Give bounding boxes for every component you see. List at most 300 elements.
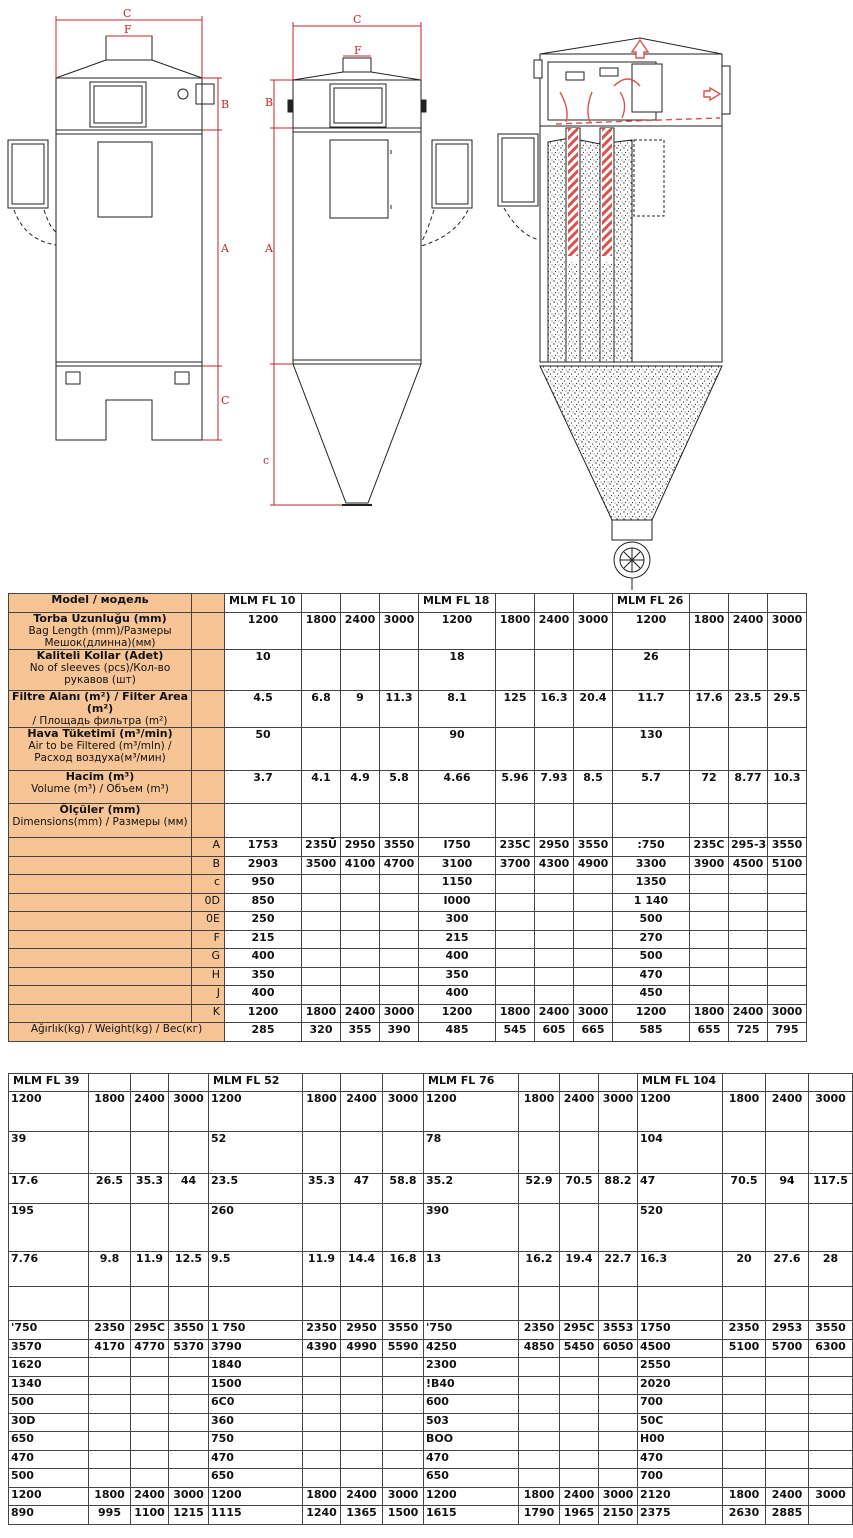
- dimension-value: [574, 875, 613, 894]
- spec-value: [302, 650, 341, 691]
- dimension-value: 4700: [380, 856, 419, 875]
- spec-value: 130: [613, 728, 690, 771]
- spec-value: [723, 1376, 766, 1395]
- spec-row: [9, 1252, 853, 1287]
- dimension-value: 450: [613, 986, 690, 1005]
- spec-value: [723, 1204, 766, 1252]
- spec-value: [638, 1287, 723, 1321]
- dim-label-b-1: B: [221, 98, 230, 111]
- spec-value: [341, 1432, 383, 1451]
- spec-value: [519, 1469, 560, 1488]
- spec-value: 2400: [341, 1092, 383, 1132]
- spec-value: [383, 1395, 424, 1414]
- spec-value: 1200: [225, 613, 302, 650]
- spec-value: [574, 728, 613, 771]
- dimension-value: 1350: [613, 875, 690, 894]
- spec-value: 11.7: [613, 691, 690, 728]
- spec-value: [766, 1395, 809, 1414]
- spec-value: 29.5: [768, 691, 807, 728]
- spec-value: 2400: [131, 1487, 169, 1506]
- dimension-value: [380, 967, 419, 986]
- spec-value: 3000: [383, 1092, 424, 1132]
- spec-value: 2400: [729, 613, 768, 650]
- spec-value: 26.5: [89, 1174, 131, 1204]
- spec-value: 3.7: [225, 771, 302, 804]
- spec-value: 4250: [424, 1339, 519, 1358]
- spec-value: [424, 1287, 519, 1321]
- spec-value: 1200: [424, 1092, 519, 1132]
- spec-value: [519, 1376, 560, 1395]
- spec-value: 3000: [169, 1092, 209, 1132]
- dimension-key: c: [192, 875, 225, 894]
- spec-value: [809, 1376, 853, 1395]
- spec-value: [729, 728, 768, 771]
- spec-value: [380, 650, 419, 691]
- spec-value: 1100: [131, 1506, 169, 1525]
- spec-value: 890: [9, 1506, 89, 1525]
- dimension-key: H: [192, 967, 225, 986]
- spec-value: [225, 804, 302, 838]
- spec-value: [380, 728, 419, 771]
- spec-value: 2400: [560, 1487, 599, 1506]
- spec-value: 500: [9, 1469, 89, 1488]
- spec-row: [9, 1450, 853, 1469]
- spec-value: 2400: [341, 613, 380, 650]
- dimension-value: 235C: [690, 838, 729, 857]
- spec-value: [723, 1450, 766, 1469]
- dimension-value: [574, 930, 613, 949]
- spec-value: [809, 1132, 853, 1174]
- spec-value: [302, 804, 341, 838]
- dimension-value: 3300: [613, 856, 690, 875]
- dimension-value: [496, 986, 535, 1005]
- dimension-value: 3100: [419, 856, 496, 875]
- dimension-value: 1200: [225, 1004, 302, 1023]
- spec-value: 88.2: [599, 1174, 638, 1204]
- spec-value: 1200: [424, 1487, 519, 1506]
- spec-value: [599, 1450, 638, 1469]
- spec-value: 3000: [809, 1092, 853, 1132]
- spec-value: 650: [424, 1469, 519, 1488]
- spec-value: [809, 1287, 853, 1321]
- spec-value: [519, 1287, 560, 1321]
- dimension-value: 4100: [341, 856, 380, 875]
- spec-value: 6.8: [302, 691, 341, 728]
- spec-value: [766, 1204, 809, 1252]
- spec-value: 2020: [638, 1376, 723, 1395]
- spec-value: !B40: [424, 1376, 519, 1395]
- spec-value: [766, 1432, 809, 1451]
- spec-value: 7.76: [9, 1252, 89, 1287]
- spec-value: [723, 1469, 766, 1488]
- spec-value: 22.7: [599, 1252, 638, 1287]
- spec-row: [9, 1092, 853, 1132]
- spec-value: [723, 1358, 766, 1377]
- spec-row: [9, 1358, 853, 1377]
- spec-value: 47: [341, 1174, 383, 1204]
- spec-value: 1800: [89, 1092, 131, 1132]
- spec-value: [574, 650, 613, 691]
- spec-value: [690, 804, 729, 838]
- spec-row: [9, 1395, 853, 1414]
- spec-value: [768, 650, 807, 691]
- spec-value: '750: [424, 1321, 519, 1340]
- spec-value: 1840: [209, 1358, 303, 1377]
- spec-value: 1240: [303, 1506, 341, 1525]
- spec-value: 1620: [9, 1358, 89, 1377]
- dimension-value: [380, 875, 419, 894]
- spec-value: 2953: [766, 1321, 809, 1340]
- dimension-value: [690, 949, 729, 968]
- dimension-row: [9, 930, 807, 949]
- dimension-value: 500: [613, 949, 690, 968]
- spec-value: 1340: [9, 1376, 89, 1395]
- spec-row: [9, 691, 807, 728]
- dimension-value: 2950: [341, 838, 380, 857]
- spec-value: 1215: [169, 1506, 209, 1525]
- spec-value: 1115: [209, 1506, 303, 1525]
- spec-value: 26: [613, 650, 690, 691]
- spec-row: [9, 1132, 853, 1174]
- dimension-value: 1753: [225, 838, 302, 857]
- spec-value: 7.93: [535, 771, 574, 804]
- spec-value: [303, 1395, 341, 1414]
- spec-label: Torba Uzunluğu (mm) Bag Length (mm)/Размеры Мешок(длинна)(мм): [9, 613, 192, 650]
- dimension-value: 2950: [535, 838, 574, 857]
- spec-value: 1200: [209, 1092, 303, 1132]
- spec-value: 1200: [9, 1092, 89, 1132]
- dim-label-b-2: B: [265, 96, 274, 109]
- spec-row: [9, 613, 807, 650]
- spec-value: 470: [638, 1450, 723, 1469]
- spec-value: [723, 1432, 766, 1451]
- dimension-key: B: [192, 856, 225, 875]
- dimension-value: 2400: [535, 1004, 574, 1023]
- spec-value: 17.6: [9, 1174, 89, 1204]
- spec-value: 3000: [169, 1487, 209, 1506]
- dimension-value: [380, 949, 419, 968]
- spec-value: [131, 1395, 169, 1414]
- spec-value: [131, 1376, 169, 1395]
- dim-label-c-top-1: C: [123, 7, 132, 20]
- spec-label: Ölçüler (mm) Dimensions(mm) / Размеры (мм): [9, 804, 192, 838]
- spec-value: 35.3: [303, 1174, 341, 1204]
- dimension-value: [768, 893, 807, 912]
- spec-value: [303, 1287, 341, 1321]
- dimension-value: [729, 875, 768, 894]
- dim-label-f-2: F: [354, 44, 362, 57]
- dimension-value: 4300: [535, 856, 574, 875]
- spec-value: 4770: [131, 1339, 169, 1358]
- dimension-value: [768, 912, 807, 931]
- dimension-value: [302, 949, 341, 968]
- spec-value: 700: [638, 1395, 723, 1414]
- spec-row: [9, 1174, 853, 1204]
- dimension-value: [729, 949, 768, 968]
- spec-value: [496, 650, 535, 691]
- dimension-key: F: [192, 930, 225, 949]
- dimension-value: [302, 930, 341, 949]
- spec-value: 16.8: [383, 1252, 424, 1287]
- dimension-value: [341, 893, 380, 912]
- spec-value: 1200: [419, 613, 496, 650]
- spec-value: 3000: [380, 613, 419, 650]
- spec-value: 390: [424, 1204, 519, 1252]
- spec-value: [9, 1287, 89, 1321]
- spec-value: [809, 1395, 853, 1414]
- spec-value: [341, 650, 380, 691]
- spec-value: [535, 728, 574, 771]
- spec-value: 5.8: [380, 771, 419, 804]
- dimension-value: 4500: [729, 856, 768, 875]
- spec-value: 1615: [424, 1506, 519, 1525]
- dimension-value: [729, 893, 768, 912]
- spec-value: 750: [209, 1432, 303, 1451]
- spec-value: 14.4: [341, 1252, 383, 1287]
- spec-value: [169, 1469, 209, 1488]
- dimension-value: [768, 986, 807, 1005]
- spec-value: [496, 804, 535, 838]
- spec-row: [9, 1413, 853, 1432]
- dimension-value: [302, 986, 341, 1005]
- dimension-value: 215: [419, 930, 496, 949]
- spec-value: 18: [419, 650, 496, 691]
- spec-value: 503: [424, 1413, 519, 1432]
- spec-value: 4.5: [225, 691, 302, 728]
- spec-value: 1800: [89, 1487, 131, 1506]
- spec-value: 3000: [574, 613, 613, 650]
- spec-row: [9, 771, 807, 804]
- dimension-value: 5100: [768, 856, 807, 875]
- dimension-value: 300: [419, 912, 496, 931]
- spec-value: [341, 1469, 383, 1488]
- spec-value: 2400: [131, 1092, 169, 1132]
- model-name: MLM FL 18: [419, 594, 496, 613]
- spec-value: [690, 728, 729, 771]
- spec-value: 17.6: [690, 691, 729, 728]
- dimension-key: A: [192, 838, 225, 857]
- dimension-value: [302, 967, 341, 986]
- spec-row: [9, 1204, 853, 1252]
- spec-value: 70.5: [560, 1174, 599, 1204]
- spec-value: 13: [424, 1252, 519, 1287]
- dimension-value: 2903: [225, 856, 302, 875]
- spec-value: 10: [225, 650, 302, 691]
- dimension-value: 270: [613, 930, 690, 949]
- spec-value: [303, 1432, 341, 1451]
- spec-label: Filtre Alanı (m²) / Filter Area (m²) / Площадь фильтра (m²): [9, 691, 192, 728]
- model-name: MLM FL 26: [613, 594, 690, 613]
- spec-value: 11.3: [380, 691, 419, 728]
- spec-value: [169, 1413, 209, 1432]
- spec-value: 50: [225, 728, 302, 771]
- spec-value: [89, 1469, 131, 1488]
- dimension-row: [9, 856, 807, 875]
- dimension-row: [9, 949, 807, 968]
- spec-value: [131, 1358, 169, 1377]
- spec-table-2: [8, 1073, 853, 1525]
- dimension-value: :750: [613, 838, 690, 857]
- spec-value: 3550: [169, 1321, 209, 1340]
- spec-value: [613, 804, 690, 838]
- spec-value: [131, 1413, 169, 1432]
- dimension-key: J: [192, 986, 225, 1005]
- spec-value: 3000: [599, 1092, 638, 1132]
- spec-row: [9, 1339, 853, 1358]
- dimension-value: 400: [419, 949, 496, 968]
- dimension-row: [9, 1004, 807, 1023]
- spec-value: [169, 1132, 209, 1174]
- spec-value: 1800: [303, 1092, 341, 1132]
- dimension-value: [768, 875, 807, 894]
- spec-value: [766, 1413, 809, 1432]
- spec-value: 500: [9, 1395, 89, 1414]
- dimension-value: 400: [225, 949, 302, 968]
- spec-row: [9, 1287, 853, 1321]
- spec-value: [383, 1469, 424, 1488]
- spec-value: 125: [496, 691, 535, 728]
- spec-value: 23.5: [729, 691, 768, 728]
- spec-value: 2950: [341, 1321, 383, 1340]
- spec-value: [766, 1132, 809, 1174]
- dimension-value: [535, 949, 574, 968]
- spec-value: 50C: [638, 1413, 723, 1432]
- spec-value: [519, 1432, 560, 1451]
- dimension-value: [341, 949, 380, 968]
- spec-value: 20: [723, 1252, 766, 1287]
- spec-value: [723, 1287, 766, 1321]
- spec-value: [303, 1376, 341, 1395]
- spec-value: 52: [209, 1132, 303, 1174]
- spec-value: [560, 1287, 599, 1321]
- spec-value: [341, 1132, 383, 1174]
- spec-value: 1800: [690, 613, 729, 650]
- spec-value: [303, 1469, 341, 1488]
- spec-row: [9, 1432, 853, 1451]
- spec-value: 700: [638, 1469, 723, 1488]
- spec-value: [383, 1432, 424, 1451]
- dimension-value: 1800: [302, 1004, 341, 1023]
- spec-value: 2350: [89, 1321, 131, 1340]
- spec-value: [169, 1450, 209, 1469]
- spec-label: Hava Tüketimi (m³/min) Air to be Filtered (m³/mln) / Расход воздуха(м³/мин): [9, 728, 192, 771]
- dimension-value: 3500: [302, 856, 341, 875]
- dimension-value: 3000: [574, 1004, 613, 1023]
- spec-value: [766, 1450, 809, 1469]
- spec-value: [341, 804, 380, 838]
- spec-value: 3000: [599, 1487, 638, 1506]
- spec-value: [809, 1204, 853, 1252]
- spec-value: [341, 1376, 383, 1395]
- dimension-value: [574, 986, 613, 1005]
- spec-value: 260: [209, 1204, 303, 1252]
- model-name: MLM FL 104: [638, 1074, 723, 1092]
- spec-value: [89, 1450, 131, 1469]
- spec-value: [599, 1432, 638, 1451]
- dimension-value: [341, 912, 380, 931]
- dimension-value: [535, 986, 574, 1005]
- filter-drawings: [0, 0, 819, 590]
- spec-value: 1800: [519, 1092, 560, 1132]
- dimension-value: 3000: [380, 1004, 419, 1023]
- spec-value: [560, 1358, 599, 1377]
- spec-value: 3550: [809, 1321, 853, 1340]
- spec-value: 1965: [560, 1506, 599, 1525]
- spec-value: [599, 1204, 638, 1252]
- dimension-value: [574, 949, 613, 968]
- spec-value: 4500: [638, 1339, 723, 1358]
- spec-value: 3550: [383, 1321, 424, 1340]
- spec-value: [303, 1132, 341, 1174]
- dimension-value: 2400: [729, 1004, 768, 1023]
- dimension-key: 0E: [192, 912, 225, 931]
- spec-value: 2120: [638, 1487, 723, 1506]
- spec-value: 2350: [519, 1321, 560, 1340]
- spec-value: [723, 1413, 766, 1432]
- spec-value: 5.7: [613, 771, 690, 804]
- spec-value: 6C0: [209, 1395, 303, 1414]
- spec-value: [599, 1358, 638, 1377]
- spec-value: 58.8: [383, 1174, 424, 1204]
- spec-value: 35.2: [424, 1174, 519, 1204]
- dimension-value: 1200: [419, 1004, 496, 1023]
- dimension-value: 1800: [690, 1004, 729, 1023]
- spec-value: 23.5: [209, 1174, 303, 1204]
- dimension-row: [9, 967, 807, 986]
- spec-value: [89, 1287, 131, 1321]
- spec-value: 1200: [638, 1092, 723, 1132]
- spec-value: 6050: [599, 1339, 638, 1358]
- spec-row: [9, 650, 807, 691]
- dimension-value: [302, 875, 341, 894]
- spec-value: 9: [341, 691, 380, 728]
- spec-value: [690, 650, 729, 691]
- spec-value: [303, 1204, 341, 1252]
- spec-value: 10.3: [768, 771, 807, 804]
- spec-value: 470: [424, 1450, 519, 1469]
- dimension-value: 1200: [613, 1004, 690, 1023]
- dimension-value: [729, 930, 768, 949]
- drawing-cutaway-view: [498, 38, 730, 590]
- dimension-value: 3550: [380, 838, 419, 857]
- drawing-hopper-view: [288, 58, 472, 505]
- spec-value: [519, 1132, 560, 1174]
- spec-value: 4390: [303, 1339, 341, 1358]
- dimension-value: 350: [419, 967, 496, 986]
- spec-value: [809, 1358, 853, 1377]
- spec-value: 16.2: [519, 1252, 560, 1287]
- dimension-value: 850: [225, 893, 302, 912]
- spec-value: 28: [809, 1252, 853, 1287]
- spec-value: 1365: [341, 1506, 383, 1525]
- spec-row: [9, 728, 807, 771]
- model-name: MLM FL 10: [225, 594, 302, 613]
- spec-value: BOO: [424, 1432, 519, 1451]
- spec-value: H00: [638, 1432, 723, 1451]
- spec-value: [519, 1395, 560, 1414]
- dimension-value: 4900: [574, 856, 613, 875]
- spec-value: [341, 1204, 383, 1252]
- spec-value: 2350: [723, 1321, 766, 1340]
- spec-value: 4850: [519, 1339, 560, 1358]
- dimension-value: [341, 967, 380, 986]
- spec-value: '750: [9, 1321, 89, 1340]
- spec-value: [729, 650, 768, 691]
- dim-label-c-top-2: C: [353, 13, 362, 26]
- spec-value: 39: [9, 1132, 89, 1174]
- spec-row: [9, 1487, 853, 1506]
- spec-value: [383, 1450, 424, 1469]
